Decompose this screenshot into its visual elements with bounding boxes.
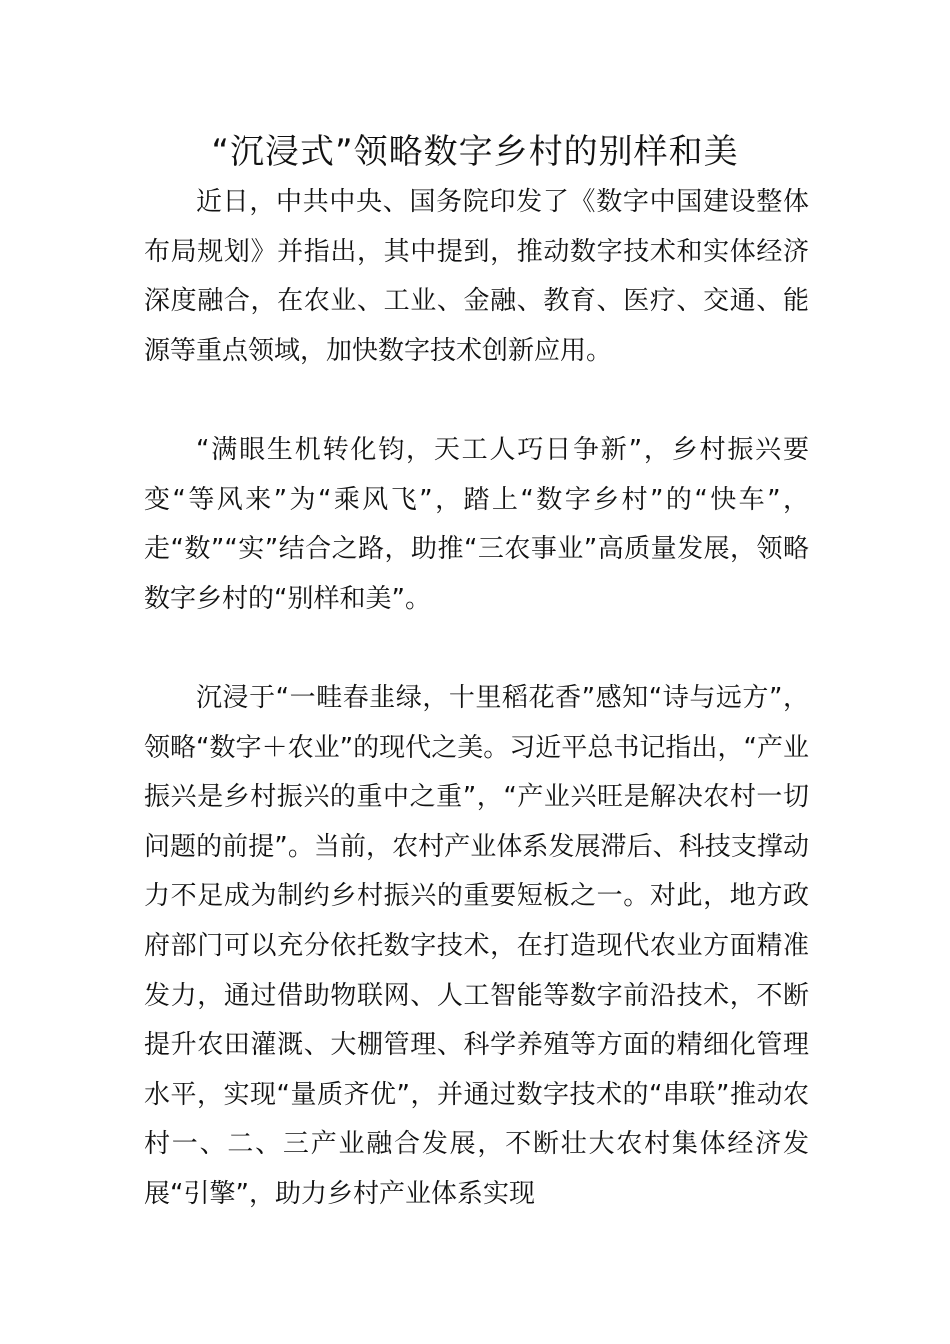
paragraph-2: “满眼生机转化钧，天工人巧日争新”，乡村振兴要变“等风来”为“乘风飞”，踏上“数字乡村”的“快车”，走“数”“实”结合之路，助推“三农事业”高质量发展，领略数字乡村的“别样和美”。 (144, 435, 809, 614)
paragraph-1: 近日，中共中央、国务院印发了《数字中国建设整体布局规划》并指出，其中提到，推动数字技术和实体经济深度融合，在农业、工业、金融、教育、医疗、交通、能源等重点领域，加快数字技术创新应用。 (144, 187, 809, 366)
paragraph-3: 沉浸于“一畦春韭绿，十里稻花香”感知“诗与远方”，领略“数字＋农业”的现代之美。习近平总书记指出，“产业振兴是乡村振兴的重中之重”，“产业兴旺是解决农村一切问题的前提”。当前，农村产业体系发展滞后、科技支撑动力不足成为制约乡村振兴的重要短板之一。对此，地方政府部门可以充分依托数字技术，在打造现代农业方面精准发力，通过借助物联网、人工智能等数字前沿技术，不断提升农田灌溉、大棚管理、科学养殖等方面的精细化管理水平，实现“量质齐优”，并通过数字技术的“串联”推动农村一、二、三产业融合发展，不断壮大农村集体经济发展“引擎”，助力乡村产业体系实现 (144, 683, 809, 1209)
document-title: “沉浸式”领略数字乡村的别样和美 (211, 132, 739, 172)
